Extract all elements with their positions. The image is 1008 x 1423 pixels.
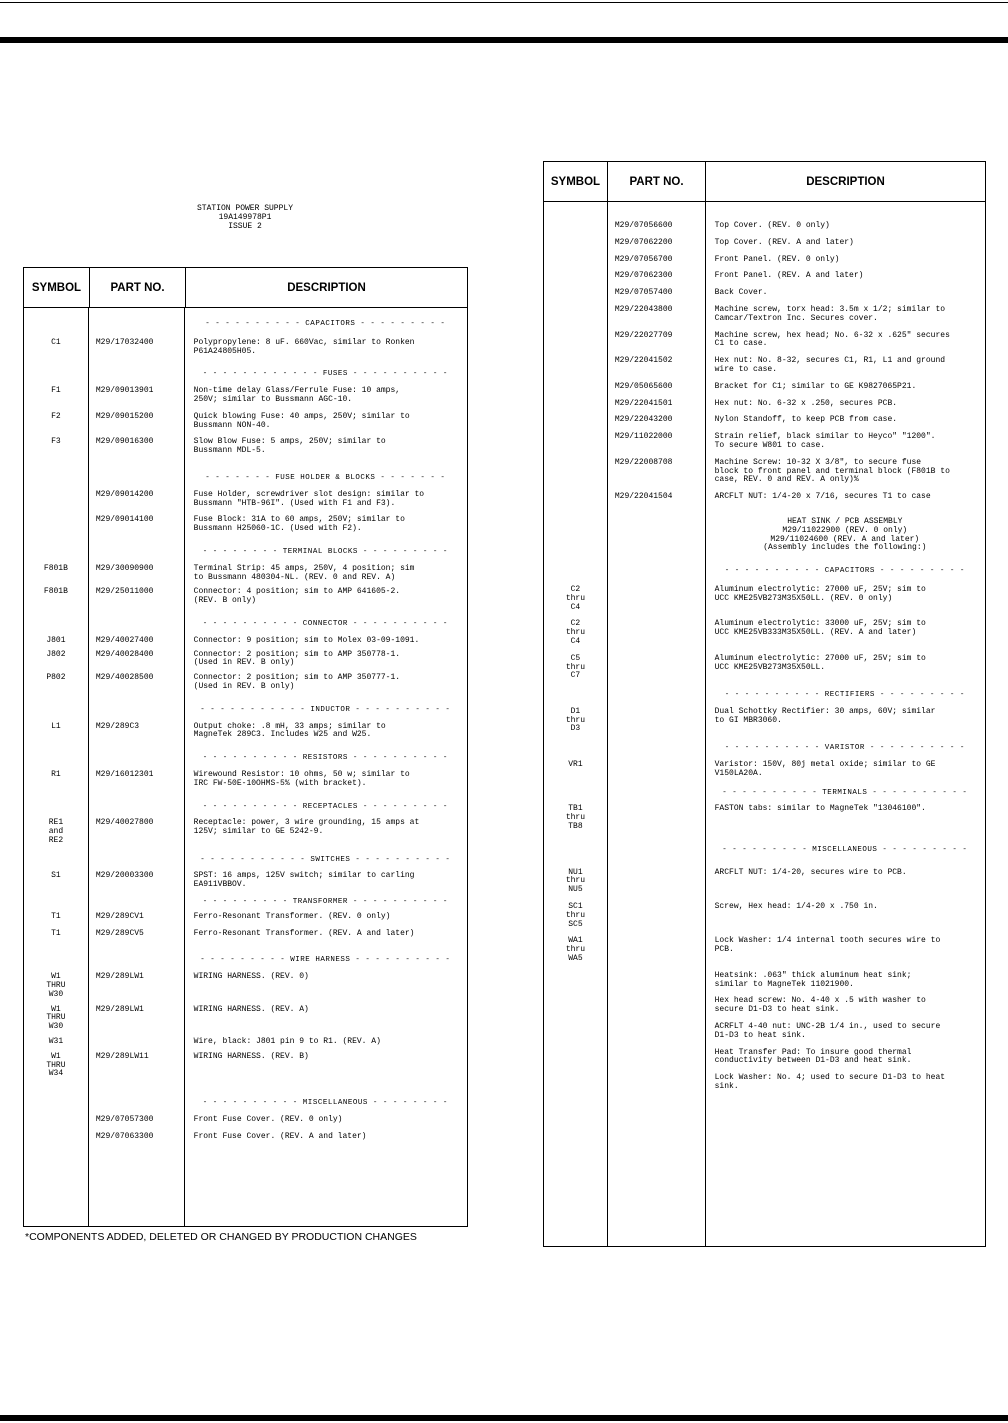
part-no-cell: M29/289LW1: [95, 1004, 144, 1014]
description-cell: Heatsink: .063" thick aluminum heat sink; similar to MagneTek 11021900.: [714, 970, 912, 989]
description-cell: Top Cover. (REV. 0 only): [714, 221, 830, 230]
symbol-cell: D1 thru D3: [565, 706, 586, 734]
description-cell: Aluminum electrolytic: 27000 uF, 25V; sim to UCC KME25VB273M35X50LL. (REV. 0 only): [714, 584, 926, 603]
table-row: [24, 637, 467, 646]
description-cell: Connector: 2 position; sim to AMP 350777-1. (Used in REV. B only): [193, 673, 401, 691]
table-row: [24, 872, 467, 890]
table-row: [544, 708, 985, 734]
table-row: [544, 239, 985, 248]
symbol-cell: J801: [46, 635, 66, 645]
description-cell: Front Fuse Cover. (REV. A and later): [193, 1131, 367, 1141]
table-row: [544, 869, 985, 895]
section-heading: - - - - - - - - - - RECTIFIERS - - - - - - - - -: [724, 691, 965, 700]
section-heading: - - - - - - - - - - VARISTOR - - - - - - - - - -: [724, 744, 965, 753]
table-row: [544, 1049, 985, 1067]
section-heading: - - - - - - - - - TRANSFORMER - - - - - - - - - -: [202, 898, 448, 907]
symbol-cell: [24, 1116, 88, 1125]
description-cell: Fuse Holder, screwdriver slot design: similar to Bussmann "HTB-96I". (Used with F1 and F3).: [193, 489, 425, 508]
description-cell: Fuse Block: 31A to 60 amps, 250V; similar to Bussmann H25060-1C. (Used with F2).: [193, 515, 405, 534]
part-no-cell: [607, 972, 705, 990]
right-table-body: [544, 202, 985, 1092]
section-heading: - - - - - - - - - - CAPACITORS - - - - - - - - -: [724, 567, 965, 576]
description-cell: Front Fuse Cover. (REV. 0 only): [193, 1115, 343, 1125]
symbol-cell: RE1 and RE2: [48, 818, 64, 845]
description-cell: Top Cover. (REV. A and later): [714, 237, 854, 247]
table-row: [24, 339, 467, 357]
part-no-cell: M29/40028500: [95, 673, 154, 683]
left-table-body: [24, 308, 467, 1142]
symbol-cell: [544, 400, 607, 409]
table-row: [24, 1133, 467, 1142]
section-heading: - - - - - - - - - - CAPACITORS - - - - - - - - -: [205, 320, 446, 328]
symbol-cell: C2 thru C4: [565, 584, 586, 612]
description-cell: Connector: 2 position; sim to AMP 350778-1. (Used in REV. B only): [193, 649, 401, 668]
description-cell: Front Panel. (REV. A and later): [714, 271, 864, 281]
symbol-cell: [544, 997, 607, 1015]
part-no-cell: M29/09016300: [95, 437, 154, 447]
symbol-cell: [544, 1023, 607, 1041]
part-no-cell: [607, 997, 705, 1015]
table-row: [544, 357, 985, 375]
part-no-cell: M29/07062200: [614, 237, 673, 247]
symbol-cell: [544, 289, 607, 298]
table-row: [544, 416, 985, 425]
table-row: [24, 771, 467, 789]
symbol-cell: W1 THRU W30: [46, 1004, 66, 1032]
part-no-cell: [607, 805, 705, 831]
table-row: [544, 256, 985, 265]
part-no-cell: [607, 1074, 705, 1092]
symbol-cell: C5 thru C7: [565, 653, 586, 681]
description-cell: Non-time delay Glass/Ferrule Fuse: 10 amps, 250V; similar to Bussmann AGC-10.: [193, 386, 401, 404]
description-cell: Lock Washer: No. 4; used to secure D1-D3 to heat sink.: [714, 1073, 946, 1091]
part-no-cell: [607, 708, 705, 734]
description-cell: Machine Screw: 10-32 X 3/8", to secure fuse block to front panel and terminal block (F801B to case, REV. 0 and REV. A only)%: [714, 457, 950, 485]
description-cell: Output choke: .8 mH, 33 amps; similar to MagneTek 289C3. Includes W25 and W25.: [193, 721, 386, 740]
part-no-cell: M29/22008708: [614, 457, 673, 467]
part-no-cell: M29/289C3: [95, 721, 140, 731]
symbol-cell: [544, 972, 607, 990]
symbol-cell: [24, 1133, 88, 1142]
section-heading: - - - - - - - - - - MISCELLANEOUS - - - - - - - -: [202, 1099, 448, 1108]
description-cell: SPST: 16 amps, 125V switch; similar to carling EA911VBBOV.: [193, 871, 415, 890]
part-no-cell: [607, 937, 705, 963]
description-cell: Nylon Standoff, to keep PCB from case.: [714, 415, 898, 425]
description-cell: WIRING HARNESS. (REV. 0): [193, 972, 309, 982]
symbol-cell: [544, 357, 607, 375]
table-row: [24, 413, 467, 431]
table-row: [24, 516, 467, 534]
description-cell: Connector: 4 position; sim to AMP 641605-2. (REV. B only): [193, 587, 401, 606]
symbol-cell: J802: [46, 649, 66, 659]
description-cell: WIRING HARNESS. (REV. B): [193, 1051, 309, 1061]
section-heading: - - - - - - - FUSE HOLDER & BLOCKS - - - - - - -: [205, 473, 446, 482]
part-no-cell: M29/07057400: [614, 288, 673, 298]
symbol-cell: WA1 thru WA5: [565, 936, 586, 964]
section-heading: - - - - - - - - TERMINAL BLOCKS - - - - - - - - -: [202, 547, 448, 556]
description-cell: Wirewound Resistor: 10 ohms, 50 w; similar to IRC FW-50E-10OHMS-5% (with bracket).: [193, 769, 410, 788]
description-cell: Ferro-Resonant Transformer. (REV. 0 only): [193, 911, 391, 921]
symbol-cell: W31: [48, 1037, 64, 1047]
description-cell: Machine screw, torx head: 3.5m x 1/2; similar to Camcar/Textron Inc. Secures cover.: [714, 304, 946, 323]
symbol-cell: F2: [51, 411, 61, 421]
symbol-cell: [544, 493, 607, 502]
symbol-cell: [24, 491, 88, 509]
symbol-cell: SC1 thru SC5: [565, 902, 586, 929]
table-row: [24, 1038, 467, 1047]
part-no-cell: [607, 1049, 705, 1067]
part-no-cell: M29/40027800: [95, 818, 154, 828]
section-heading: - - - - - - - - - MISCELLANEOUS - - - - - - - - -: [722, 845, 968, 854]
symbol-cell: [544, 332, 607, 350]
description-cell: FASTON tabs: similar to MagneTek "13046100".: [714, 804, 926, 814]
part-no-cell: M29/11022000: [614, 432, 673, 442]
table-row: [544, 620, 985, 646]
part-no-cell: M29/20003300: [95, 871, 154, 881]
symbol-cell: L1: [51, 721, 61, 731]
part-no-cell: M29/289LW1: [95, 972, 144, 982]
table-row: [544, 222, 985, 231]
table-row: [24, 1116, 467, 1125]
part-no-cell: M29/22041501: [614, 398, 673, 408]
symbol-cell: [544, 256, 607, 265]
table-row: [544, 289, 985, 298]
description-cell: Aluminum electrolytic: 27000 uF, 25V; sim to UCC KME25VB273M35X50LL.: [714, 653, 926, 672]
description-cell: Hex nut: No. 8-32, secures C1, R1, L1 and ground wire to case.: [714, 356, 946, 374]
table-row: [544, 761, 985, 779]
assembly-heading: HEAT SINK / PCB ASSEMBLY M29/11022900 (REV. 0 only) M29/11024600 (REV. A and later) (Assembly includes the following:): [763, 516, 927, 553]
part-no-cell: M29/07062300: [614, 271, 673, 281]
section-heading: - - - - - - - - - - CONNECTOR - - - - - - - - - -: [202, 619, 448, 628]
description-cell: Lock Washer: 1/4 internal tooth secures wire to PCB.: [714, 936, 941, 955]
description-cell: Ferro-Resonant Transformer. (REV. A and later): [193, 928, 415, 938]
table-row: [544, 400, 985, 409]
part-no-cell: M29/40028400: [95, 649, 154, 659]
part-no-cell: [607, 761, 705, 779]
section-heading: - - - - - - - - - - - - FUSES - - - - - - - - - -: [202, 370, 448, 379]
part-no-cell: [607, 903, 705, 929]
description-cell: Machine screw, hex head; No. 6-32 x .625" secures C1 to case.: [714, 330, 950, 349]
part-no-cell: M29/25011000: [95, 587, 154, 597]
part-no-cell: M29/22041504: [614, 492, 673, 502]
table-row: [24, 588, 467, 606]
symbol-cell: [544, 1049, 607, 1067]
right-parts-table: [543, 161, 986, 1247]
description-cell: ACRFLT 4-40 nut: UNC-2B 1/4 in., used to secure D1-D3 to heat sink.: [714, 1022, 941, 1040]
part-no-cell: M29/22041502: [614, 356, 673, 366]
symbol-cell: [544, 433, 607, 451]
part-no-cell: M29/09014100: [95, 515, 154, 525]
description-cell: Polypropylene: 8 uF. 660Vac, similar to Ronken P61A24805H05.: [193, 337, 415, 356]
production-changes-note: *COMPONENTS ADDED, DELETED OR CHANGED BY PRODUCTION CHANGES: [25, 1231, 417, 1243]
table-row: [544, 433, 985, 451]
description-cell: Front Panel. (REV. 0 only): [714, 254, 840, 264]
table-row: [544, 306, 985, 324]
symbol-header: SYMBOL: [544, 162, 608, 202]
description-cell: Back Cover.: [714, 288, 768, 298]
symbol-header: SYMBOL: [24, 268, 90, 308]
table-row: [544, 459, 985, 485]
symbol-cell: VR1: [568, 760, 583, 770]
description-cell: Aluminum electrolytic: 33000 uF, 25V; sim to UCC KME25VB333M35X50LL. (REV. A and later): [714, 619, 926, 638]
symbol-cell: F1: [51, 386, 61, 396]
symbol-cell: [544, 416, 607, 425]
part-no-cell: [607, 1023, 705, 1041]
symbol-cell: [544, 1074, 607, 1092]
part-no-cell: M29/09014200: [95, 489, 154, 499]
symbol-cell: W1 THRU W30: [46, 972, 66, 999]
table-row: [24, 674, 467, 692]
part-no-cell: M29/07057300: [95, 1115, 154, 1125]
description-cell: Quick blowing Fuse: 40 amps, 250V; similar to Bussmann NON-40.: [193, 411, 410, 430]
description-cell: Varistor: 150V, 80j metal oxide; similar to GE V150LA20A.: [714, 760, 936, 778]
table-row: [24, 565, 467, 583]
part-no-cell: M29/07056600: [614, 221, 673, 230]
section-heading: - - - - - - - - - - TERMINALS - - - - - - - - - -: [722, 788, 968, 797]
description-cell: Bracket for C1; similar to GE K9827065P21.: [714, 381, 917, 391]
description-cell: Slow Blow Fuse: 5 amps, 250V; similar to Bussmann MDL-5.: [193, 437, 386, 456]
description-cell: Heat Transfer Pad: To insure good thermal conductivity between D1-D3 and heat sink.: [714, 1047, 912, 1066]
table-row: [24, 819, 467, 845]
symbol-cell: [544, 383, 607, 392]
description-cell: ARCFLT NUT: 1/4-20, secures wire to PCB.: [714, 867, 907, 877]
symbol-cell: S1: [51, 871, 61, 881]
part-no-cell: M29/09013901: [95, 386, 154, 396]
part-no-cell: M29/22043800: [614, 304, 673, 314]
symbol-cell: C1: [51, 337, 61, 347]
table-row: [544, 586, 985, 612]
bottom-thick-rule: [0, 1415, 1008, 1421]
left-parts-table: [23, 267, 468, 1227]
description-cell: Strain relief, black similar to Heyco" "1200". To secure W801 to case.: [714, 432, 936, 450]
table-row: [24, 1006, 467, 1032]
part-no-header: PART NO.: [608, 162, 706, 202]
symbol-cell: T1: [51, 928, 61, 938]
assembly-title: STATION POWER SUPPLY 19A149978P1 ISSUE 2: [196, 204, 293, 231]
symbol-cell: C2 thru C4: [565, 619, 586, 646]
description-cell: Terminal Strip: 45 amps, 250V, 4 position; sim to Bussmann 480304-NL. (REV. 0 and REV. A): [193, 563, 415, 582]
symbol-cell: [544, 272, 607, 281]
table-row: [24, 387, 467, 405]
table-row: [544, 937, 985, 963]
part-no-cell: M29/17032400: [95, 337, 154, 347]
symbol-cell: F801B: [43, 563, 68, 573]
part-no-cell: M29/07063300: [95, 1131, 154, 1141]
symbol-cell: [544, 222, 607, 231]
symbol-cell: P802: [46, 673, 66, 683]
top-thin-rule: [0, 2, 1008, 3]
symbol-cell: F3: [51, 437, 61, 447]
part-no-cell: M29/16012301: [95, 769, 154, 779]
symbol-cell: T1: [51, 911, 61, 921]
section-heading: - - - - - - - - - - - INDUCTOR - - - - - - - - - -: [200, 705, 451, 714]
table-row: [24, 1053, 467, 1079]
description-cell: Wire, black: J801 pin 9 to R1. (REV. A): [193, 1037, 381, 1047]
description-cell: Connector: 9 position; sim to Molex 03-09-1091.: [193, 635, 420, 645]
table-row: [24, 651, 467, 669]
symbol-cell: F801B: [43, 587, 68, 597]
part-no-cell: M29/30090900: [95, 563, 154, 573]
symbol-cell: [544, 459, 607, 485]
part-no-cell: [607, 655, 705, 681]
part-no-cell: [607, 586, 705, 612]
part-no-cell: M29/09015200: [95, 411, 154, 421]
description-cell: Screw, Hex head: 1/4-20 x .750 in.: [714, 902, 878, 912]
part-no-cell: M29/40027400: [95, 635, 154, 645]
symbol-cell: [24, 516, 88, 534]
section-heading: - - - - - - - - - - RESISTORS - - - - - - - - - -: [202, 754, 448, 763]
description-cell: Receptacle: power, 3 wire grounding, 15 amps at 125V; similar to GE 5242-9.: [193, 818, 420, 837]
section-heading: - - - - - - - - - WIRE HARNESS - - - - - - - - - -: [200, 956, 451, 965]
symbol-cell: W1 THRU W34: [46, 1051, 66, 1079]
symbol-cell: TB1 thru TB8: [565, 804, 586, 832]
description-cell: WIRING HARNESS. (REV. A): [193, 1004, 309, 1014]
table-row: [544, 493, 985, 502]
description-header: DESCRIPTION: [706, 162, 986, 202]
symbol-cell: R1: [51, 769, 61, 779]
part-no-cell: [88, 1038, 184, 1047]
top-thick-rule: [0, 37, 1008, 43]
table-row: [24, 973, 467, 999]
part-no-cell: M29/289CV5: [95, 928, 144, 938]
table-row: [544, 655, 985, 681]
description-header: DESCRIPTION: [186, 268, 468, 308]
table-row: [24, 930, 467, 939]
table-row: [24, 438, 467, 456]
part-no-cell: M29/22027709: [614, 330, 673, 340]
symbol-cell: [544, 306, 607, 324]
part-no-cell: [607, 620, 705, 646]
table-row: [24, 491, 467, 509]
part-no-cell: M29/289LW11: [95, 1051, 149, 1061]
part-no-cell: M29/289CV1: [95, 911, 144, 921]
section-heading: - - - - - - - - - - RECEPTACLES - - - - - - - - -: [202, 802, 448, 811]
table-row: [544, 903, 985, 929]
table-row: [544, 332, 985, 350]
table-row: [544, 383, 985, 392]
part-no-cell: M29/07056700: [614, 254, 673, 264]
description-cell: Dual Schottky Rectifier: 30 amps, 60V; similar to GI MBR3060.: [714, 706, 936, 725]
description-cell: ARCFLT NUT: 1/4-20 x 7/16, secures T1 to case: [714, 492, 931, 502]
symbol-cell: NU1 thru NU5: [565, 867, 586, 895]
part-no-cell: M29/05065600: [614, 381, 673, 391]
table-row: [24, 913, 467, 922]
description-cell: Hex head screw: No. 4-40 x .5 with washer to secure D1-D3 to heat sink.: [714, 996, 926, 1015]
table-row: [544, 997, 985, 1015]
description-cell: Hex nut: No. 6-32 x .250, secures PCB.: [714, 398, 898, 408]
table-row: [544, 972, 985, 990]
table-row: [544, 272, 985, 281]
part-no-header: PART NO.: [90, 268, 186, 308]
table-row: [544, 1074, 985, 1092]
table-row: [544, 805, 985, 831]
symbol-cell: [544, 239, 607, 248]
part-no-cell: [607, 869, 705, 895]
table-row: [544, 1023, 985, 1041]
table-row: [24, 723, 467, 741]
section-heading: - - - - - - - - - - - SWITCHES - - - - - - - - - -: [200, 855, 451, 864]
part-no-cell: M29/22043200: [614, 415, 673, 425]
